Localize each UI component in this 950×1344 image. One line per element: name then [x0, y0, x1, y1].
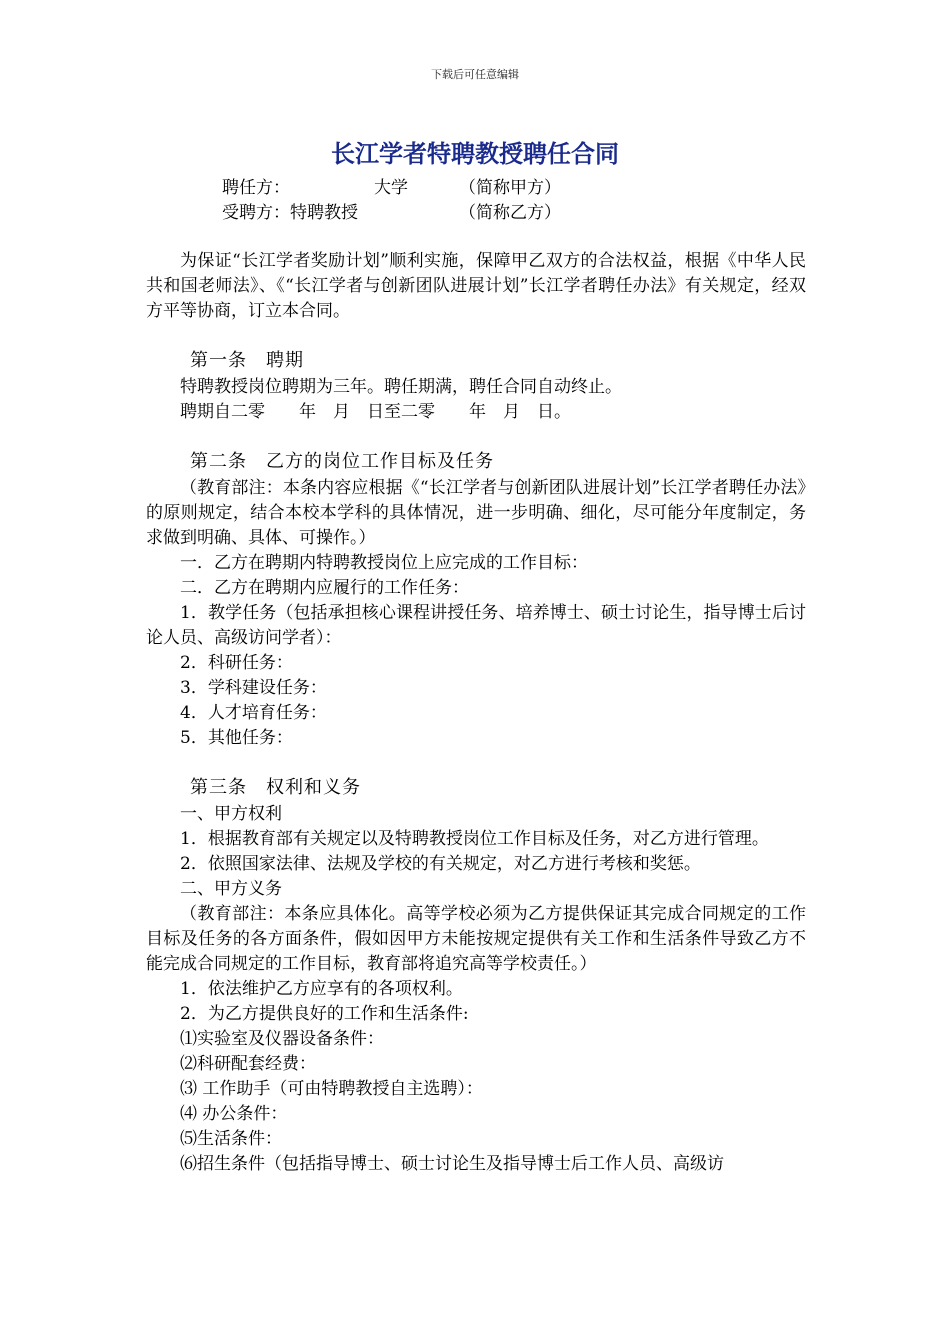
task-item: 1．教学任务（包括承担核心课程讲授任务、培养博士、硕士讨论生，指导博士后讨论人员、高级访问学者）： [146, 603, 806, 648]
article-2-note: （教育部注：本条内容应根据《“长江学者与创新团队进展计划”长江学者聘任办法》的原则规定，结合本校本学科的具体情况，进一步明确、细化，尽可能分年度制定，务求做到明确、具体、可操作。） [146, 478, 806, 548]
condition-item: ⑵科研配套经费： [180, 1054, 316, 1074]
task-item: 2．科研任务： [180, 653, 293, 673]
employer-label: 聘任方： [222, 178, 290, 198]
task-item: 3．学科建设任务： [180, 678, 327, 698]
right-item: 2．依照国家法律、法规及学校的有关规定，对乙方进行考核和奖惩。 [180, 854, 701, 874]
header-note: 下载后可任意编辑 [431, 68, 519, 81]
section-heading: 一、甲方权利 [180, 804, 282, 824]
document-title: 长江学者特聘教授聘任合同 [331, 139, 619, 168]
condition-item: ⑶ 工作助手（可由特聘教授自主选聘）： [180, 1079, 483, 1099]
obligation-item: 1．依法维护乙方应享有的各项权利。 [180, 979, 463, 999]
article-1-line: 特聘教授岗位聘期为三年。聘任期满，聘任合同自动终止。 [180, 377, 622, 397]
right-item: 1．根据教育部有关规定以及特聘教授岗位工作目标及任务，对乙方进行管理。 [180, 829, 769, 849]
article-2-line: 一．乙方在聘期内特聘教授岗位上应完成的工作目标： [180, 553, 588, 573]
obligation-item: 2．为乙方提供良好的工作和生活条件: [180, 1004, 469, 1024]
employer-name: 大学 [374, 178, 408, 198]
contract-body [146, 249, 806, 1177]
task-item: 4．人才培育任务： [180, 703, 327, 723]
article-3-note: （教育部注：本条应具体化。高等学校必须为乙方提供保证其完成合同规定的工作目标及任务的各方面条件，假如因甲方未能按规定提供有关工作和生活条件导致乙方不能完成合同规定的工作目标，教育部将追究高等学校责任。） [146, 904, 806, 974]
article-2-line: 二．乙方在聘期内应履行的工作任务： [180, 578, 469, 598]
employer-abbr: （简称甲方） [459, 178, 561, 198]
article-1-line: 聘期自二零 年 月 日至二零 年 月 日。 [180, 402, 571, 422]
article-3-heading: 第三条 权利和义务 [190, 777, 361, 798]
condition-item: ⑴实验室及仪器设备条件： [180, 1029, 384, 1049]
condition-item: ⑸生活条件： [180, 1129, 282, 1149]
task-item: 5．其他任务： [180, 728, 293, 748]
condition-item: ⑷ 办公条件： [180, 1104, 288, 1124]
article-2-heading: 第二条 乙方的岗位工作目标及任务 [190, 451, 494, 472]
article-1-heading: 第一条 聘期 [190, 350, 304, 371]
condition-item: ⑹招生条件（包括指导博士、硕士讨论生及指导博士后工作人员、高级访 [180, 1154, 724, 1174]
section-heading: 二、甲方义务 [180, 879, 282, 899]
intro-paragraph: 为保证“长江学者奖励计划”顺利实施，保障甲乙双方的合法权益，根据《中华人民共和国老师法》、《“长江学者与创新团队进展计划”长江学者聘任办法》有关规定，经双方平等协商，订立本合同。 [146, 251, 806, 321]
employee-label: 受聘方：特聘教授 [222, 203, 358, 223]
employee-abbr: （简称乙方） [459, 203, 561, 223]
